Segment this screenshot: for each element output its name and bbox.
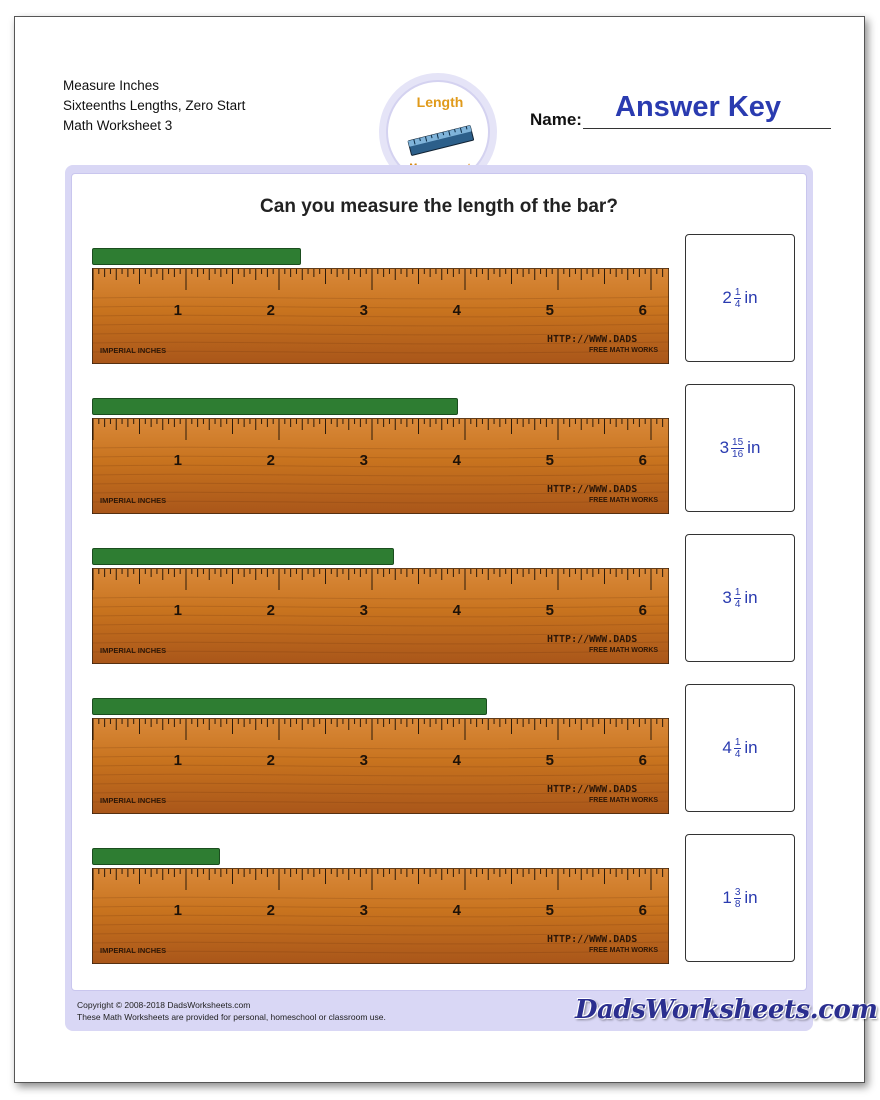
problem-row [92, 698, 812, 828]
ruler-number: 1 [173, 302, 182, 319]
answer-whole: 3 [719, 438, 730, 457]
logo-top-text: Length [416, 94, 464, 110]
answer-value [686, 535, 794, 661]
answer-fraction [734, 737, 742, 760]
fraction-numerator: 1 [734, 736, 741, 748]
ruler-number: 4 [452, 902, 461, 919]
ruler-number: 5 [545, 602, 554, 619]
name-line [583, 128, 831, 129]
measured-bar [92, 848, 220, 865]
ruler-number: 6 [638, 902, 647, 919]
answer-value [686, 685, 794, 811]
ruler-number: 2 [266, 752, 275, 769]
fraction-numerator: 1 [734, 586, 741, 598]
measured-bar [92, 248, 301, 265]
copyright-text: Copyright © 2008-2018 DadsWorksheets.com [77, 1000, 251, 1010]
ruler-number: 2 [266, 602, 275, 619]
ruler [92, 718, 669, 814]
worksheet-subtitle: Sixteenths Lengths, Zero Start [63, 98, 246, 113]
ruler-url: HTTP://WWW.DADS [547, 484, 638, 495]
answer-value [686, 385, 794, 511]
answer-whole: 2 [722, 288, 732, 307]
fraction-numerator: 15 [732, 436, 744, 448]
ruler-number: 5 [545, 452, 554, 469]
ruler-label: IMPERIAL INCHES [100, 346, 167, 355]
ruler-url: HTTP://WWW.DADS [547, 334, 638, 345]
ruler-url: HTTP://WWW.DADS [547, 934, 638, 945]
ruler-number: 2 [266, 452, 275, 469]
worksheet-number: Math Worksheet 3 [63, 118, 173, 133]
ruler-label: IMPERIAL INCHES [100, 646, 167, 655]
ruler [92, 268, 669, 364]
fraction-denominator: 8 [734, 898, 741, 910]
ruler-sublabel: FREE MATH WORKS [589, 947, 659, 954]
answer-fraction [734, 887, 742, 910]
ruler-number: 6 [638, 302, 647, 319]
measured-bar [92, 398, 458, 415]
problem-row [92, 398, 812, 528]
name-label: Name: [530, 110, 582, 129]
ruler-label: IMPERIAL INCHES [100, 496, 167, 505]
ruler-number: 1 [173, 602, 182, 619]
answer-whole: 1 [722, 888, 732, 907]
ruler-number: 1 [173, 452, 182, 469]
ruler-number: 4 [452, 602, 461, 619]
ruler-sublabel: FREE MATH WORKS [589, 647, 659, 654]
problem-row [92, 248, 812, 378]
ruler-number: 3 [359, 302, 368, 319]
ruler-number: 1 [173, 902, 182, 919]
answer-box [685, 234, 795, 362]
ruler-number: 3 [359, 902, 368, 919]
fraction-numerator: 1 [734, 286, 741, 298]
answer-whole: 3 [722, 588, 732, 607]
answer-unit: in [744, 738, 758, 757]
answer-unit: in [744, 888, 758, 907]
answer-value [686, 835, 794, 961]
measured-bar [92, 698, 487, 715]
ruler [92, 418, 669, 514]
ruler-url: HTTP://WWW.DADS [547, 634, 638, 645]
ruler-label: IMPERIAL INCHES [100, 796, 167, 805]
ruler-label: IMPERIAL INCHES [100, 946, 167, 955]
answer-fraction [734, 587, 742, 610]
worksheet-page [14, 16, 878, 1083]
answer-box [685, 684, 795, 812]
ruler-url: HTTP://WWW.DADS [547, 784, 638, 795]
ruler-number: 2 [266, 902, 275, 919]
usage-notice: These Math Worksheets are provided for personal, homeschool or classroom use. [77, 1012, 386, 1022]
copyright-footer [77, 999, 386, 1023]
ruler-sublabel: FREE MATH WORKS [589, 347, 659, 354]
ruler [92, 568, 669, 664]
answer-unit: in [744, 588, 758, 607]
question-text: Can you measure the length of the bar? [260, 196, 618, 217]
ruler-number: 6 [638, 602, 647, 619]
answer-fraction [731, 437, 744, 460]
answer-fraction [734, 287, 742, 310]
answer-box [685, 534, 795, 662]
ruler-number: 4 [452, 452, 461, 469]
ruler-number: 5 [545, 302, 554, 319]
fraction-numerator: 3 [734, 886, 741, 898]
worksheet-panel [65, 165, 878, 1031]
ruler-number: 4 [452, 752, 461, 769]
ruler-number: 6 [638, 452, 647, 469]
answer-box [685, 834, 795, 962]
ruler-sublabel: FREE MATH WORKS [589, 797, 659, 804]
fraction-denominator: 16 [732, 448, 744, 460]
ruler-number: 3 [359, 752, 368, 769]
ruler-number: 3 [359, 602, 368, 619]
ruler-sublabel: FREE MATH WORKS [589, 497, 659, 504]
measured-bar [92, 548, 394, 565]
problems-area [71, 173, 807, 991]
answer-unit: in [747, 438, 761, 457]
ruler-number: 4 [452, 302, 461, 319]
ruler [92, 868, 669, 964]
fraction-denominator: 4 [734, 748, 741, 760]
ruler-number: 5 [545, 902, 554, 919]
ruler-number: 3 [359, 452, 368, 469]
ruler-number: 1 [173, 752, 182, 769]
ruler-number: 2 [266, 302, 275, 319]
fraction-denominator: 4 [734, 298, 741, 310]
problem-row [92, 848, 812, 978]
answer-unit: in [744, 288, 758, 307]
brand-logo: DadsWorksheets.com [575, 995, 878, 1025]
problem-row [92, 548, 812, 678]
answer-value [686, 235, 794, 361]
answer-box [685, 384, 795, 512]
answer-key-label: Answer Key [615, 91, 782, 123]
ruler-number: 6 [638, 752, 647, 769]
worksheet-title: Measure Inches [63, 78, 160, 93]
ruler-number: 5 [545, 752, 554, 769]
answer-whole: 4 [722, 738, 732, 757]
ruler-icon [406, 124, 476, 158]
fraction-denominator: 4 [734, 598, 741, 610]
